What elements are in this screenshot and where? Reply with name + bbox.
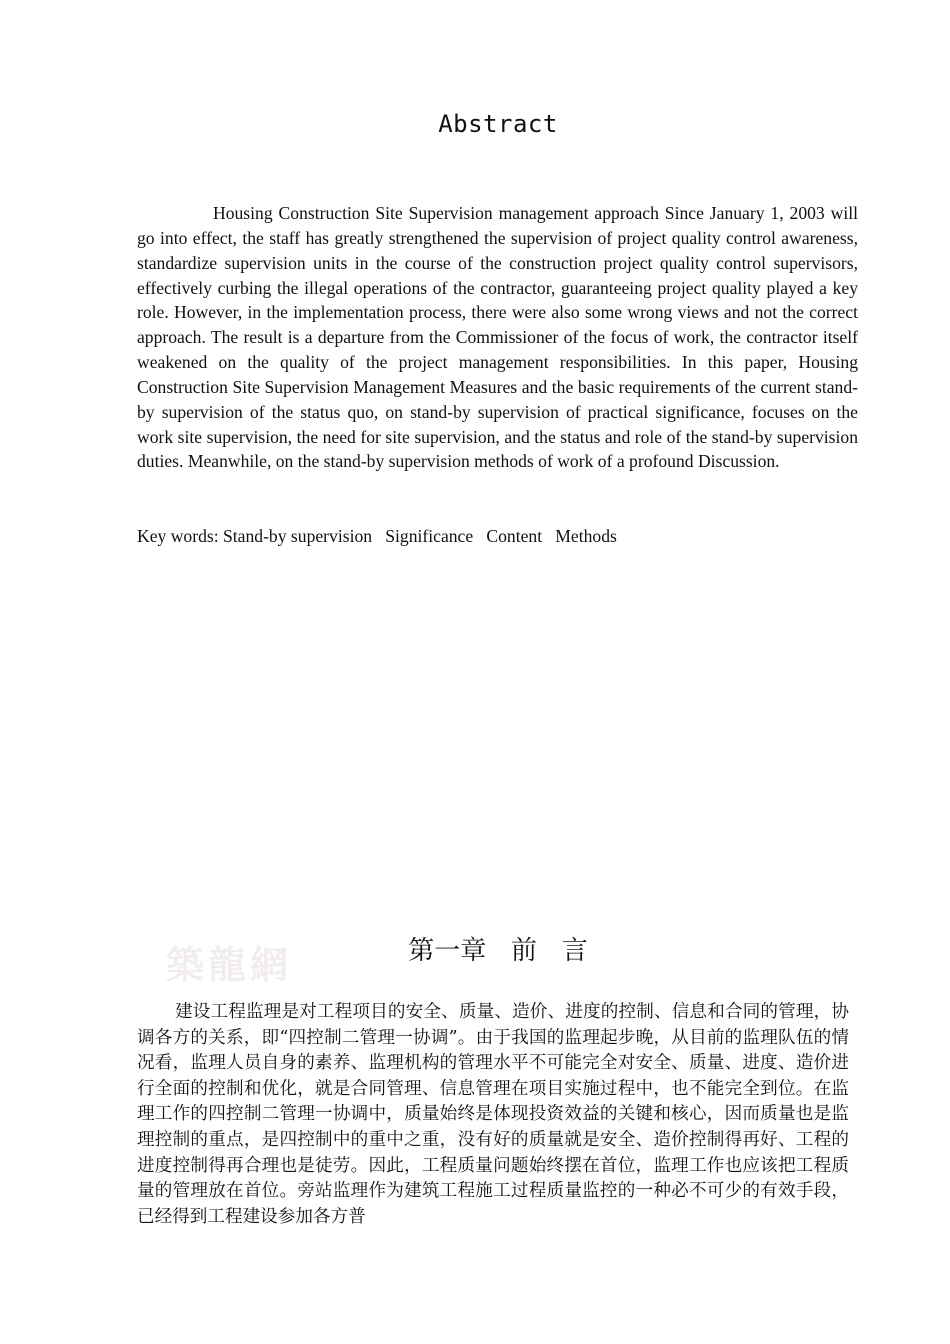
- abstract-keywords: Key words: Stand-by supervision Significance Content Methods: [137, 526, 617, 546]
- abstract-title: Abstract: [438, 110, 558, 138]
- abstract-body: Housing Construction Site Supervision management approach Since January 1, 2003 will go into effect, the staff has greatly strengthened the supervision of project quality control awareness, standardize supervision units in the course of the construction project quality control supervisors, effectively curbing the illegal operations of the contractor, guaranteeing project quality played a key role. However, in the implementation process, there were also some wrong views and not the correct approach. The result is a departure from the Commissioner of the focus of work, the contractor itself weakened on the quality of the project management responsibilities. In this paper, Housing Construction Site Supervision Management Measures and the basic requirements of the current stand-by supervision of the status quo, on stand-by supervision of practical significance, focuses on the work site supervision, the need for site supervision, and the status and role of the stand-by supervision duties. Meanwhile, on the stand-by supervision methods of work of a profound Discussion.: [137, 203, 858, 472]
- chapter-title: 第一章 前 言: [408, 936, 588, 966]
- chapter-body: 建设工程监理是对工程项目的安全、质量、造价、进度的控制、信息和合同的管理，协调各方的关系，即“四控制二管理一协调”。由于我国的监理起步晚，从目前的监理队伍的情况看，监理人员自身的素养、监理机构的管理水平不可能完全对安全、质量、进度、造价进行全面的控制和优化，就是合同管理、信息管理在项目实施过程中，也不能完全到位。在监理工作的四控制二管理一协调中，质量始终是体现投资效益的关键和核心，因而质量也是监理控制的重点，是四控制中的重中之重，没有好的质量就是安全、造价控制得再好、工程的进度控制得再合理也是徒劳。因此，工程质量问题始终摆在首位，监理工作也应该把工程质量的管理放在首位。旁站监理作为建筑工程施工过程质量监控的一种必不可少的有效手段，已经得到工程建设参加各方普: [137, 1002, 849, 1227]
- watermark-logo: 築龍網: [166, 942, 293, 987]
